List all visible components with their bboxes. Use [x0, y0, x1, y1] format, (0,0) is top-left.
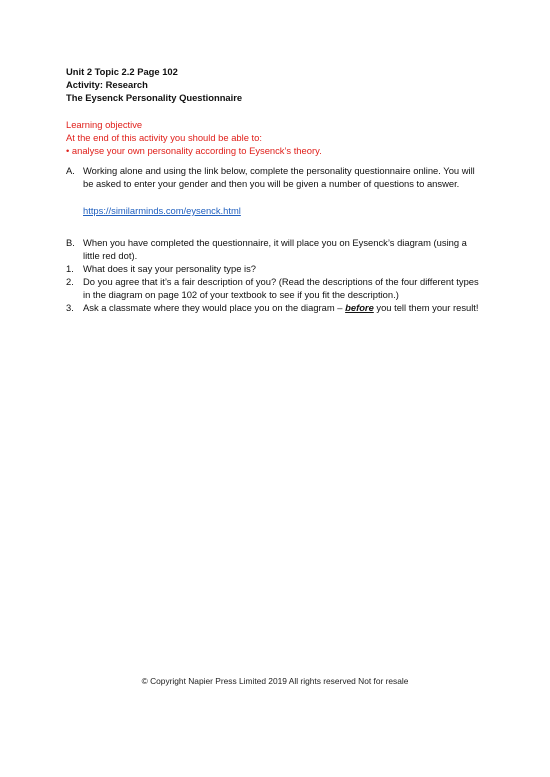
question-1-text: What does it say your personality type is? — [83, 263, 256, 274]
question-2 — [66, 275, 486, 301]
objective-intro: At the end of this activity you should be able to: — [66, 132, 262, 143]
document-header — [66, 65, 242, 104]
copyright-footer: © Copyright Napier Press Limited 2019 All rights reserved Not for resale — [141, 676, 409, 686]
objective-title: Learning objective — [66, 119, 143, 130]
item-marker-1: 1. — [66, 263, 74, 274]
instruction-b-text: When you have completed the questionnaire, it will place you on Eysenck’s diagram (using a little red dot). — [83, 237, 467, 261]
learning-objective — [66, 118, 322, 157]
question-3 — [66, 301, 486, 314]
questionnaire-link[interactable]: https://similarminds.com/eysenck.html — [83, 205, 241, 216]
question-1 — [66, 262, 486, 275]
item-marker-3: 3. — [66, 302, 74, 313]
item-marker-a: A. — [66, 165, 75, 176]
question-3-text — [83, 301, 486, 314]
question-3-emphasis: before — [345, 302, 374, 313]
document-title: The Eysenck Personality Questionnaire — [66, 92, 243, 103]
unit-topic-line: Unit 2 Topic 2.2 Page 102 — [66, 66, 178, 77]
instruction-b — [66, 236, 486, 262]
question-3-before: Ask a classmate where they would place you on the diagram – — [83, 302, 346, 313]
question-3-after: you tell them your result! — [373, 302, 479, 313]
instruction-list — [66, 236, 486, 314]
item-marker-b: B. — [66, 237, 75, 248]
objective-bullet: • analyse your own personality according to Eysenck’s theory. — [66, 145, 322, 156]
instruction-a-text: Working alone and using the link below, complete the personality questionnaire online. You will be asked to enter your gender and then you will be given a number of questions to answer. — [83, 165, 475, 189]
item-marker-2: 2. — [66, 276, 74, 287]
instruction-a — [66, 164, 486, 217]
question-2-text: Do you agree that it’s a fair description of you? (Read the descriptions of the four different types in the diagram on page 102 of your textbook to see if you fit the description.) — [83, 276, 479, 300]
activity-line: Activity: Research — [66, 79, 148, 90]
